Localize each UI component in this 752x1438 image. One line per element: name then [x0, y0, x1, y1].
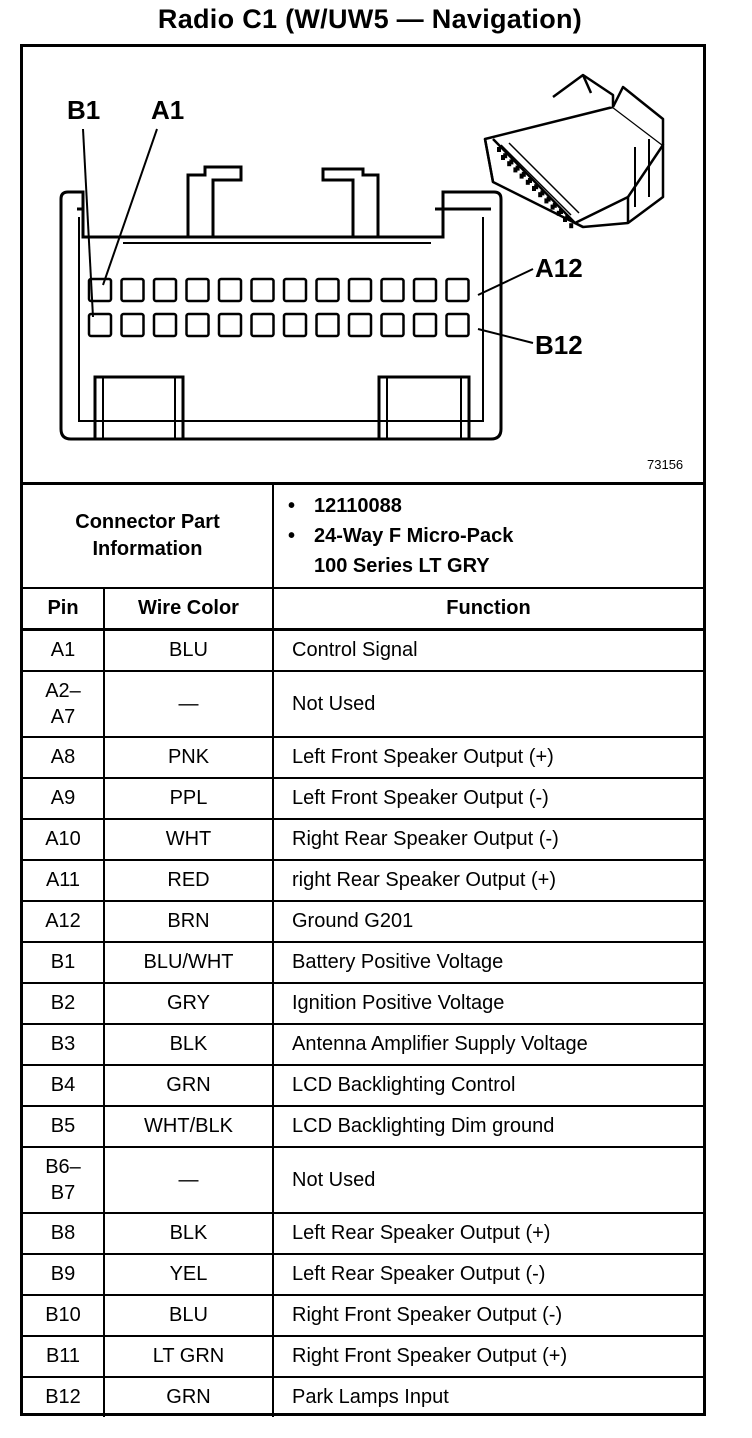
sketch-pin: [559, 209, 563, 214]
connector-info-row: [23, 484, 703, 589]
pin-cavity-a3: [154, 279, 176, 301]
pin-cell: B8: [23, 1213, 104, 1254]
wire-color-cell: GRN: [104, 1377, 273, 1417]
wire-color-cell: BLU/WHT: [104, 942, 273, 983]
pin-cavity-a10: [382, 279, 404, 301]
sketch-pin: [522, 172, 526, 177]
part-number: 12110088: [314, 495, 402, 517]
pin-cavity-a2: [122, 279, 144, 301]
pinout-table: [23, 482, 703, 1417]
connector-body: [61, 167, 501, 439]
pin-cavity-a9: [349, 279, 371, 301]
pin-cavity-b11: [414, 314, 436, 336]
pin-cell: B2: [23, 983, 104, 1024]
function-cell: right Rear Speaker Output (+): [273, 860, 703, 901]
pin-cell: A11: [23, 860, 104, 901]
label-a1: A1: [151, 95, 185, 125]
pin-cavity-b7: [284, 314, 306, 336]
function-cell: Not Used: [273, 671, 703, 737]
sketch-pin: [509, 159, 513, 164]
function-cell: Not Used: [273, 1147, 703, 1213]
table-row: [23, 983, 703, 1024]
pin-cavity-a6: [252, 279, 274, 301]
pin-cavity-b12: [447, 314, 469, 336]
table-row: [23, 1024, 703, 1065]
pin-cavity-a5: [219, 279, 241, 301]
table-row: [23, 1336, 703, 1377]
pin-cavity-b5: [219, 314, 241, 336]
function-cell: Right Front Speaker Output (+): [273, 1336, 703, 1377]
header-pin: Pin: [23, 588, 104, 630]
wire-color-cell: PPL: [104, 778, 273, 819]
connector-3d-sketch: [485, 75, 663, 227]
function-cell: Right Rear Speaker Output (-): [273, 819, 703, 860]
pin-cell: A8: [23, 737, 104, 778]
pin-cavity-a4: [187, 279, 209, 301]
part-number-item: • 12110088: [288, 495, 402, 517]
pin-cavity-a8: [317, 279, 339, 301]
pin-cell: B6– B7: [23, 1147, 104, 1213]
table-row: [23, 901, 703, 942]
sketch-pin: [534, 184, 538, 189]
pin-cell: B4: [23, 1065, 104, 1106]
connector-drawing: [23, 47, 703, 482]
table-row: [23, 630, 703, 672]
sketch-pin: [540, 190, 544, 195]
table-header-row: [23, 588, 703, 630]
pin-row-a: [89, 279, 469, 301]
pin-cell: B10: [23, 1295, 104, 1336]
sketch-pin: [516, 166, 520, 171]
wire-color-cell: BLU: [104, 1295, 273, 1336]
wire-color-cell: BLU: [104, 630, 273, 672]
wire-color-cell: BLK: [104, 1024, 273, 1065]
label-b12: B12: [535, 330, 583, 360]
pin-cavity-b3: [154, 314, 176, 336]
sketch-pin: [497, 147, 501, 152]
connector-description-item: • 24-Way F Micro-Pack: [288, 525, 514, 547]
function-cell: Left Rear Speaker Output (-): [273, 1254, 703, 1295]
pin-cell: B5: [23, 1106, 104, 1147]
table-row: [23, 1377, 703, 1417]
pin-cavity-b4: [187, 314, 209, 336]
pin-cavity-b8: [317, 314, 339, 336]
table-row: [23, 778, 703, 819]
wire-color-cell: —: [104, 1147, 273, 1213]
pin-cavity-b9: [349, 314, 371, 336]
table-row: [23, 737, 703, 778]
page-title: Radio C1 (W/UW5 — Navigation): [157, 4, 583, 34]
table-row: [23, 1065, 703, 1106]
pin-cell: A2– A7: [23, 671, 104, 737]
function-cell: LCD Backlighting Control: [273, 1065, 703, 1106]
function-cell: Left Rear Speaker Output (+): [273, 1213, 703, 1254]
pin-cavity-b6: [252, 314, 274, 336]
pin-cell: B9: [23, 1254, 104, 1295]
table-row: [23, 819, 703, 860]
pin-cavity-b1: [89, 314, 111, 336]
pin-cavity-a11: [414, 279, 436, 301]
header-wire-color: Wire Color: [104, 588, 273, 630]
pin-row-b: [89, 314, 469, 336]
header-function: Function: [273, 588, 703, 630]
pin-cell: A12: [23, 901, 104, 942]
pin-cell: A9: [23, 778, 104, 819]
sketch-pin: [565, 215, 569, 220]
wire-color-cell: WHT: [104, 819, 273, 860]
pin-cell: B12: [23, 1377, 104, 1417]
sketch-pin: [553, 203, 557, 208]
function-cell: Battery Positive Voltage: [273, 942, 703, 983]
function-cell: Control Signal: [273, 630, 703, 672]
wire-color-cell: GRY: [104, 983, 273, 1024]
table-row: [23, 1147, 703, 1213]
pin-cell: A10: [23, 819, 104, 860]
function-cell: Antenna Amplifier Supply Voltage: [273, 1024, 703, 1065]
sketch-pin: [569, 223, 573, 228]
function-cell: Left Front Speaker Output (-): [273, 778, 703, 819]
function-cell: Right Front Speaker Output (-): [273, 1295, 703, 1336]
wire-color-cell: GRN: [104, 1065, 273, 1106]
connector-frame: [20, 44, 706, 1416]
wire-color-cell: RED: [104, 860, 273, 901]
function-cell: LCD Backlighting Dim ground: [273, 1106, 703, 1147]
wire-color-cell: YEL: [104, 1254, 273, 1295]
label-a12: A12: [535, 253, 583, 283]
pin-cell: A1: [23, 630, 104, 672]
connector-info-values: [273, 484, 703, 589]
table-row: [23, 942, 703, 983]
wire-color-cell: WHT/BLK: [104, 1106, 273, 1147]
sketch-pin: [528, 178, 532, 183]
wire-color-cell: BRN: [104, 901, 273, 942]
connector-info-label: Connector Part Information: [23, 484, 273, 589]
pin-cavity-a12: [447, 279, 469, 301]
function-cell: Ignition Positive Voltage: [273, 983, 703, 1024]
label-b1: B1: [67, 95, 101, 125]
pin-cell: B1: [23, 942, 104, 983]
pin-cavity-b10: [382, 314, 404, 336]
diagram-reference-number: 73156: [647, 457, 684, 472]
pin-cavity-b2: [122, 314, 144, 336]
connector-description-line1: 24-Way F Micro-Pack: [314, 525, 514, 547]
pin-cell: B3: [23, 1024, 104, 1065]
connector-description-line2: 100 Series LT GRY: [314, 555, 490, 577]
table-row: [23, 1295, 703, 1336]
sketch-pin: [547, 197, 551, 202]
function-cell: Park Lamps Input: [273, 1377, 703, 1417]
pin-cell: B11: [23, 1336, 104, 1377]
connector-diagram: [23, 47, 703, 482]
wire-color-cell: LT GRN: [104, 1336, 273, 1377]
table-row: [23, 1213, 703, 1254]
pin-cavity-a7: [284, 279, 306, 301]
sketch-pin: [503, 153, 507, 158]
wire-color-cell: PNK: [104, 737, 273, 778]
table-row: [23, 860, 703, 901]
function-cell: Ground G201: [273, 901, 703, 942]
function-cell: Left Front Speaker Output (+): [273, 737, 703, 778]
table-row: [23, 671, 703, 737]
wire-color-cell: —: [104, 671, 273, 737]
table-row: [23, 1254, 703, 1295]
wire-color-cell: BLK: [104, 1213, 273, 1254]
table-row: [23, 1106, 703, 1147]
